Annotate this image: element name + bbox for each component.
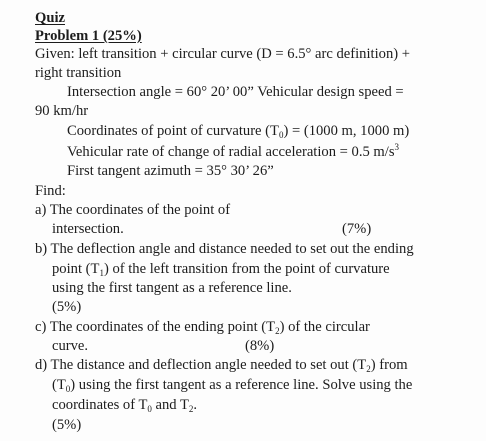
item-d-line-2-post: ) using the first tangent as a reference line. Solve using the — [70, 377, 413, 393]
coords-text-pre: Coordinates of point of curvature (T — [67, 123, 279, 139]
item-d-line-3-pre: coordinates of T — [52, 397, 148, 413]
item-d-line-2-pre: (T — [52, 377, 66, 393]
find-label: Find: — [35, 183, 66, 199]
item-a-line-1: a) The coordinates of the point of — [35, 202, 231, 218]
item-d-line-1 — [35, 356, 408, 374]
coords-sub: 0 — [278, 130, 284, 140]
item-b-line-1: b) The deflection angle and distance needed to set out the ending — [35, 241, 414, 257]
given-line-1: Given: left transition + circular curve (D = 6.5° arc definition) + — [35, 46, 410, 62]
item-d-line-3-mid: and T — [151, 397, 189, 413]
item-d-weight: (5%) — [52, 417, 82, 433]
item-b-line-3: using the first tangent as a reference line. — [52, 280, 292, 296]
item-c-sub: 2 — [275, 326, 280, 336]
quiz-title: Quiz — [35, 10, 65, 26]
item-d-sub-1: 2 — [366, 364, 371, 374]
item-c-line-1-post: ) of the circular — [279, 319, 370, 335]
item-b-line-2 — [52, 260, 390, 278]
item-d-sub-4: 2 — [188, 404, 194, 414]
azimuth-line: First tangent azimuth = 35° 30’ 26” — [67, 163, 274, 179]
item-c-line-1 — [35, 318, 370, 336]
item-b-sub: 1 — [99, 268, 104, 278]
design-speed-line: 90 km/hr — [35, 103, 89, 119]
item-b-weight: (5%) — [52, 299, 82, 315]
item-c-line-2: curve. — [52, 338, 89, 354]
item-d-line-3 — [52, 396, 197, 414]
item-a-weight: (7%) — [342, 221, 372, 237]
given-line-2: right transition — [35, 65, 122, 81]
item-d-line-2 — [52, 376, 412, 394]
accel-text: Vehicular rate of change of radial acceleration = 0.5 m/s — [67, 144, 395, 160]
coords-text-post: ) = (1000 m, 1000 m) — [283, 123, 410, 139]
item-d-line-1-post: ) from — [370, 357, 408, 373]
item-b-line-2-post: ) of the left transition from the point of curvature — [103, 261, 390, 277]
item-d-sub-2: 0 — [65, 384, 71, 394]
problem-heading: Problem 1 (25%) — [35, 28, 142, 44]
item-b-line-2-pre: point (T — [52, 261, 100, 277]
accel-sup: 3 — [394, 142, 400, 152]
item-d-sub-3: 0 — [147, 404, 152, 414]
acceleration-line — [67, 143, 399, 161]
intersection-angle-line: Intersection angle = 60° 20’ 00” Vehicular design speed = — [67, 84, 404, 100]
item-d-line-1-pre: d) The distance and deflection angle needed to set out (T — [35, 357, 367, 373]
item-c-weight: (8%) — [245, 338, 275, 354]
item-d-line-3-post: . — [193, 397, 198, 413]
coordinates-line — [67, 122, 409, 140]
item-a-line-2: intersection. — [52, 221, 124, 237]
item-c-line-1-pre: c) The coordinates of the ending point (T — [35, 319, 276, 335]
